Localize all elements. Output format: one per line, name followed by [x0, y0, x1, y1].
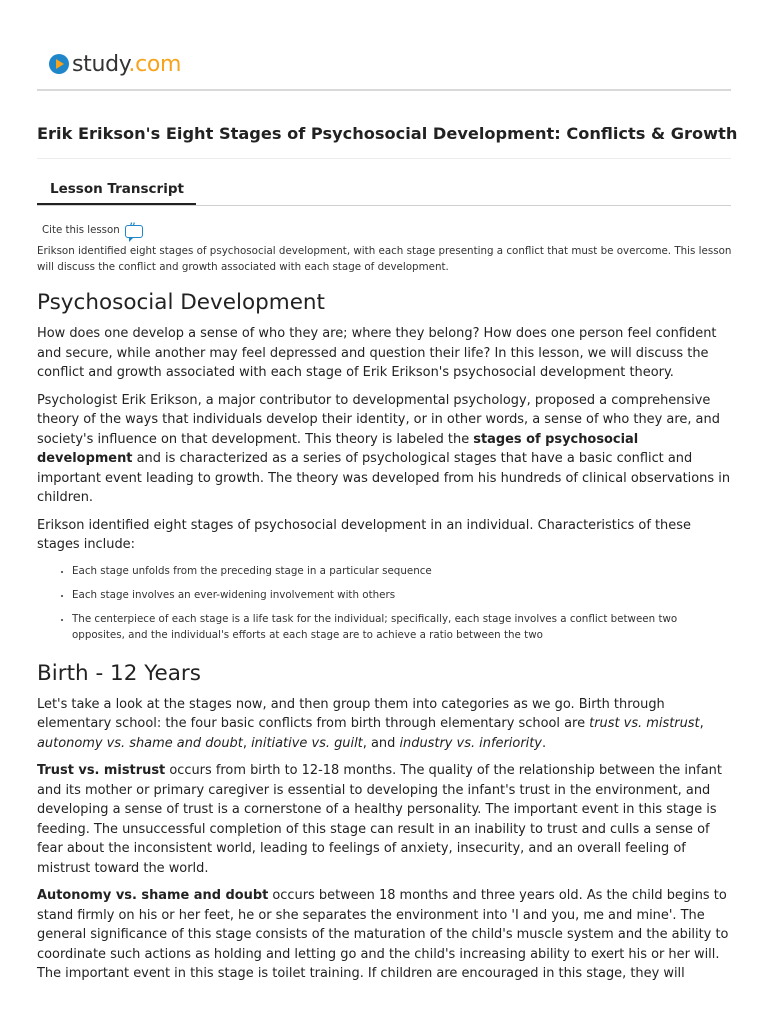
list-item: • Each stage unfolds from the preceding stage in a particular sequence [72, 563, 733, 579]
section-heading-psychosocial: Psychosocial Development [37, 290, 325, 315]
section-heading-birth-12-years: Birth - 12 Years [37, 660, 201, 686]
tab-lesson-transcript[interactable] [37, 178, 196, 205]
paragraph: How does one develop a sense of who they are; where they belong? How does one person feel confident and secure, while another may feel depressed and question their life? In this lesson, we will discuss the conflict and growth associated with each stage of Erik Erikson's psychosocial development theory. [37, 326, 717, 380]
list-item: • The centerpiece of each stage is a life task for the individual; specifically, each stage involves a conflict between two opposites, and the individual's efforts at each stage are to achieve a ratio between the two [72, 611, 733, 643]
paragraph: Erikson identified eight stages of psychosocial development in an individual. Characteristics of these stages include: [37, 517, 691, 552]
stage-characteristics-list [37, 563, 733, 643]
tab-divider [37, 205, 731, 206]
lesson-summary: Erikson identified eight stages of psychosocial development, with each stage presenting a conflict that must be overcome. This lesson will discuss the conflict and growth associated with each stage of development. [37, 245, 732, 273]
paragraph: Psychologist Erik Erikson, a major contributor to developmental psychology, proposed a comprehensive theory of the ways that individuals develop their identity, or in other words, a sense of who they are, and society's influence on that development. This theory is labeled the stages of psychosocial development and is characterized as a series of psychological stages that have a basic conflict and important event leading to growth. The theory was developed from his hundreds of clinical observations in children. [37, 392, 731, 505]
header-divider [37, 89, 731, 91]
site-header [49, 50, 181, 78]
lesson-title: Erik Erikson's Eight Stages of Psychosocial Development: Conflicts & Growth [37, 124, 738, 143]
term-bold: stages of psychosocial development [37, 431, 639, 466]
paragraph: Let's take a look at the stages now, and then group them into categories as we go. Birth through elementary school: the four basic conflicts from birth through elementary school are trust vs. mistrust, autonomy vs. shame and doubt, initiative vs. guilt, and industry vs. inferiority. [37, 696, 704, 751]
cite-lesson-link[interactable] [42, 224, 143, 237]
quote-bubble-icon [125, 225, 143, 238]
list-item: • Each stage involves an ever-widening involvement with others [72, 587, 733, 603]
title-divider [37, 158, 731, 159]
term-bold: Autonomy vs. shame and doubt [37, 888, 269, 903]
site-logo[interactable]: study.com [72, 51, 182, 77]
tab-label: Lesson Transcript [50, 181, 184, 197]
paragraph: Autonomy vs. shame and doubt occurs between 18 months and three years old. As the child begins to stand firmly on his or her feet, he or she separates the environment into 'I and you, me and mine'. The general significance of this stage consists of the maturation of the child's muscle system and the ability to coordinate such actions as holding and letting go and the child's increasing ability to exert his or her will. The important event in this stage is toilet training. If children are encouraged in this stage, they will [37, 888, 729, 981]
paragraph: Trust vs. mistrust occurs from birth to 12-18 months. The quality of the relationship between the infant and its mother or primary caregiver is essential to developing the infant's trust in the environment, and developing a sense of trust is a cornerstone of a healthy personality. The important event in this stage is feeding. The unsuccessful completion of this stage can result in an inability to trust and culls a sense of fear about the inconsistent world, leading to feelings of anxiety, insecurity, and an overall feeling of mistrust toward the world. [37, 763, 722, 876]
term-bold: Trust vs. mistrust [37, 763, 166, 778]
transcript-content [37, 288, 733, 992]
study-logo-icon[interactable] [49, 54, 69, 74]
cite-label: Cite this lesson [42, 225, 120, 236]
